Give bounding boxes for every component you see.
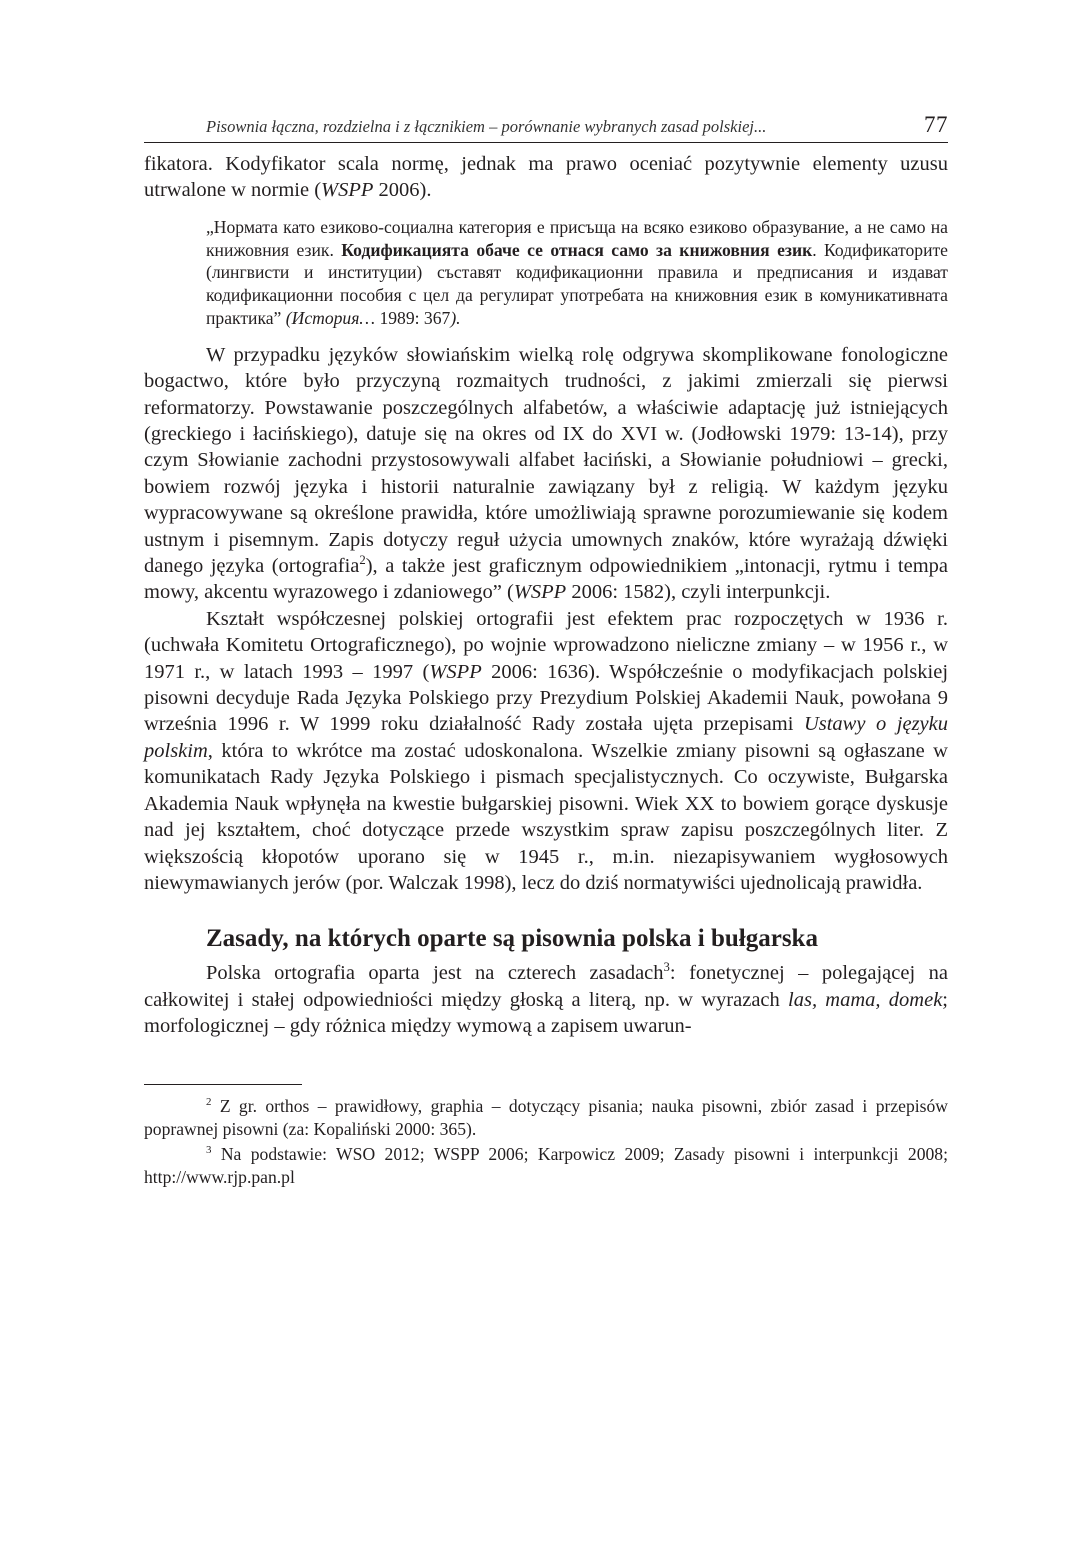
document-page (144, 112, 948, 1191)
running-title: Pisownia łączna, rozdzielna i z łącznikiem – porównanie wybranych zasad polskiej... (206, 117, 767, 136)
paragraph-four-principles: Polska ortografia oparta jest na czterech zasadach$^3$: fonetycznej – polegającej na całkowitej i stałej odpowiedniości między głoską a literą, np. w wyrazach las, mama, domek; morfologicznej – gdy różnica między wymową a zapisem uwarun- (144, 960, 948, 1038)
footnote-2: $^2$ Z gr. orthos – prawidłowy, graphia – dotyczący pisania; nauka pisowni, zbiór zasad i przepisów poprawnej pisowni (za: Kopaliński 2000: 365). (144, 1095, 948, 1139)
running-header (144, 112, 948, 143)
footnote-3: $^3$ Na podstawie: WSO 2012; WSPP 2006; Karpowicz 2009; Zasady pisowni i interpunkcji 2008; http://www.rjp.pan.pl (144, 1143, 948, 1187)
paragraph-slavic-alphabets: W przypadku języków słowiańskim wielką rolę odgrywa skomplikowane fonologiczne bogactwo, które było przyczyną rozmaitych trudności, z jakimi zmierzali się pierwsi reformatorzy. Powstawanie poszczególnych alfabetów, a właściwie adaptację już istniejących (greckiego i łacińskiego), datuje się na okres od IX do XVI w. (Jodłowski 1979: 13-14), przy czym Słowianie zachodni przystosowywali alfabet łaciński, a Słowianie południowi – grecki, bowiem rozwój języka i historii naturalnie zawiązany był z religią. W każdym języku wypracowywane są określone prawidła, które umożliwiają sprawne porozumiewanie się kodem ustnym i pisemnym. Zapis dotyczy reguł użycia umownych znaków, które wyrażają dźwięki danego języka (ortografia$^2$), a także jest graficznym odpowiednikiem „intonacji, rytmu i tempa mowy, akcentu wyrazowego i zdaniowego” (WSPP 2006: 1582), czyli interpunkcji. (144, 343, 948, 604)
quote-bold-emphasis: Кодификацията обаче се отнася само за книжовния език (341, 239, 813, 260)
paragraph-continuation: fikatora. Kodyfikator scala normę, jednak ma prawo oceniać pozytywnie elementy uzusu utrwalone w normie (WSPP 2006). (144, 153, 948, 202)
block-quote-bulgarian: „Нормата като езиково-социална категория е присъща на всяко езиково образувание, а не само на книжовния език. Кодификацията обаче се отнася само за книжовния език. Кодификаторите (лингвисти и институции) съставят кодификационни правила и предписания и издават кодификационни пособия с цел да регулират употребата на книжовния език в комуникативната практика” (История… 1989: 367). (206, 216, 948, 328)
page-number: 77 (924, 112, 948, 137)
footnote-ref-3: 3 (663, 960, 670, 975)
paragraph-modern-orthography: Kształt współczesnej polskiej ortografii jest efektem prac rozpoczętych w 1936 r. (uchwała Komitetu Ortograficznego), po wojnie wprowadzono nieliczne zmiany – w 1956 r., w 1971 r., w latach 1993 – 1997 (WSPP 2006: 1636). Współcześnie o modyfikacjach polskiej pisowni decyduje Rada Języka Polskiego przy Prezydium Polskiej Akademii Nauk, powołana 9 września 1996 r. W 1999 roku działalność Rady została ujęta przepisami Ustawy o języku polskim, która to wkrótce ma zostać udoskonalona. Wszelkie zmiany pisowni są ogłaszane w komunikatach Rady Języka Polskiego i pismach specjalistycznych. Co oczywiste, Bułgarska Akademia Nauk wpłynęła na kwestie bułgarskiej pisowni. Wiek XX to bowiem gorące dyskusje nad jej kształtem, choć dotyczące przede wszystkim spraw zapisu poszczególnych liter. Z większością kłopotów uporano się w 1945 r., m.in. niezapisywaniem wygłosowych niewymawianych jerów (por. Walczak 1998), lecz do dziś normatywiści ujednolicają prawidła. (144, 607, 949, 894)
footnotes (144, 1095, 948, 1189)
footnote-divider (144, 1084, 302, 1085)
footnote-ref-2: 2 (359, 553, 366, 568)
section-heading: Zasady, na których oparte są pisownia polska i bułgarska (206, 925, 818, 953)
